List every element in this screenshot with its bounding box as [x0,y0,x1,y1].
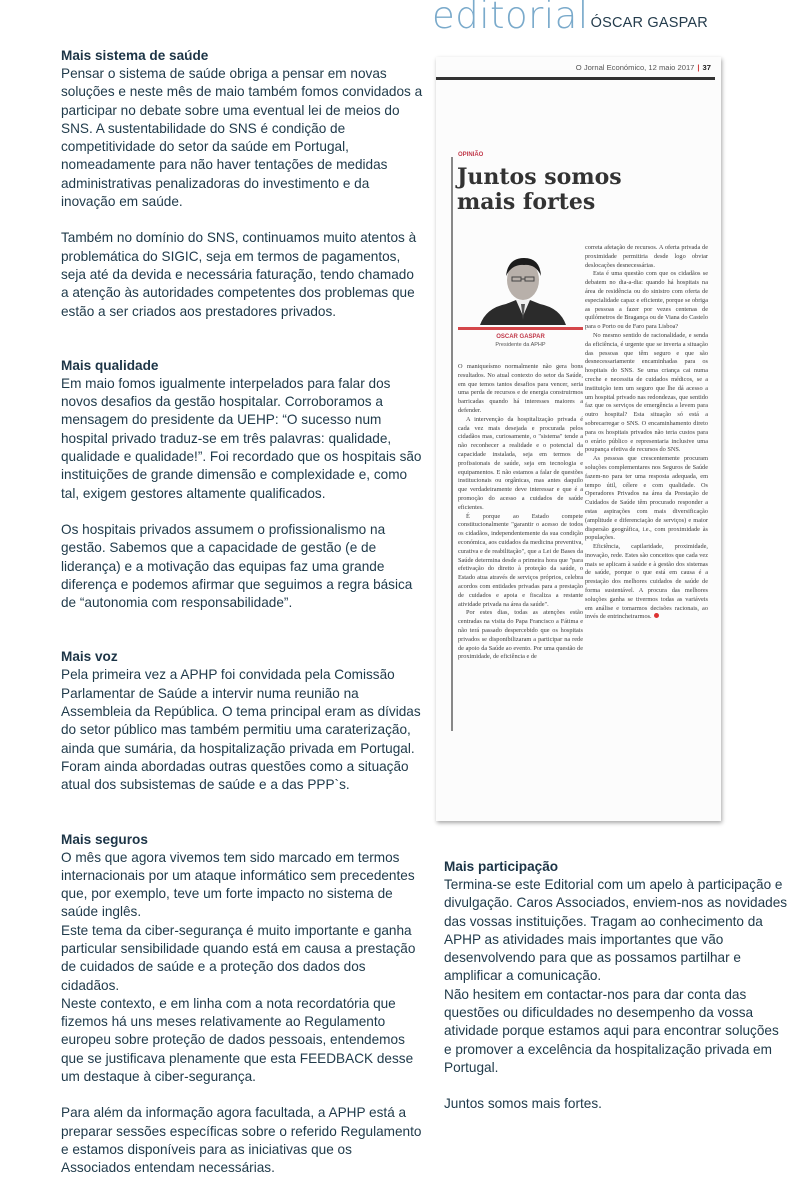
header-rule [436,77,715,80]
clipping-paragraph: As pessoas que crescentemente procuram soluções complementares nos Seguros de Saúde fazem-no para ter uma resposta adequada, em tempo útil, célere e com qualidade. Os Operadores Privados na área da Prestação de Cuidados de Saúde têm procurado responder a estas aspirações com mais diversificação (amplitude e diferenciação de serviços) e maior dispersão geográfica, i.e., com proximidade às populações. [585,455,708,542]
newspaper-clipping [436,57,721,821]
clipping-paragraph: A intervenção da hospitalização privada é cada vez mais desejada e procurada pelos cidadãos mas, curiosamente, o "sistema" tende a não reconhecer a realidade e o potencial da capacidade instalada, seja em termos de profissionais de saúde, seja em tecnologia e equipamentos. E não estamos a falar de questões institucionais ou orgânicas, mas antes daquilo que verdadeiramente deve interessar e que é a promoção do acesso a cuidados de saúde eficientes. [458,415,583,511]
paragraph: Termina-se este Editorial com um apelo à participação e divulgação. Caros Associados, enviem-nos as novidades das vossas instituições. Tragam ao conhecimento da APHP as atividades mais importantes que vão desenvolvendo para que as possamos partilhar e amplificar a comunicação. [444,877,788,984]
byline-name: OSCAR GASPAR [496,334,545,340]
paragraph: Neste contexto, e em linha com a nota recordatória que fizemos há uns meses relativamente ao Regulamento europeu sobre proteção de dados pessoais, entendemos que se justificava plenamente que esta FEEDBACK desse um destaque à ciber-segurança. [61,995,414,1085]
paragraph: Em maio fomos igualmente interpelados para falar dos novos desafios da gestão hospitalar. Corroboramos a mensagem do presidente da UEHP: “O sucesso num hospital privado traduz-se em três palavras: qualidade, qualidade e qualidade!”. Foi recordado que os hospitais são instituições de grande dimensão e complexidade e, como tal, exigem gestores altamente qualificados. [61,375,422,501]
editorial-right-column [444,858,789,1114]
page-number: 37 [702,63,711,72]
section-title: editorial [432,0,589,37]
section-heading: Mais sistema de saúde [61,48,209,63]
clipping-headline [457,165,622,215]
clipping-paragraph [585,543,708,622]
author-name: ÓSCAR GASPAR [590,15,708,31]
paragraph: Também no domínio do SNS, continuamos muito atentos à problemática do SIGIC, seja em termos de pagamentos, seja até da devida e necessária faturação, tendo chamado a atenção às autoridades competentes dos problemas que estão a ser criados aos prestadores privados. [61,230,417,319]
section-mais-participacao [444,858,789,1114]
clipping-paragraph: Por estes dias, todas as atenções estão centradas na visita do Papa Francisco a Fátima e não terá passado despercebido que os hospitais privados se disponibilizaram a participar na rede de apoio da Saúde ao evento. Por uma questão de proximidade, de eficiência e de [458,609,583,661]
paragraph: Os hospitais privados assumem o profissionalismo na gestão. Sabemos que a capacidade de gestão (e de liderança) e a motivação das equipas faz uma grande diferença e podemos afirmar que seguimos a regra básica de “autonomia com responsabilidade”. [61,521,413,611]
headline-line-1: Juntos somos [457,164,622,190]
section-heading: Mais seguros [61,831,148,847]
headline-line-2: mais fortes [457,189,596,215]
paragraph: O mês que agora vivemos tem sido marcado em termos internacionais por um ataque informático sem precedentes que, por exemplo, teve um forte impacto no sistema de saúde inglês. [61,849,415,920]
clipping-column-b [585,244,708,622]
editorial-left-column [61,47,423,1178]
clipping-paragraph: É porque ao Estado compete constitucionalmente "garantir o acesso de todos os cidadãos, independentemente da sua condição económica, aos cuidados da medicina preventiva, curativa e de reabilitação", que a Lei de Bases da Saúde determina desde a primeira hora que "para efetivação do direito à proteção da saúde, o Estado atua através de serviços próprios, celebra acordos com entidades privadas para a prestação de cuidados e apoia e fiscaliza a restante atividade privada na área da saúde". [458,512,583,608]
masthead [432,0,708,38]
paragraph: Pela primeira vez a APHP foi convidada pela Comissão Parlamentar de Saúde a intervir numa reunião na Assembleia da República. O tema principal eram as dívidas do setor público mas também permitiu uma caraterização, ainda que sumária, da hospitalização privada em Portugal. Foram ainda abordadas outras questões como a situação atual dos subsistemas de saúde e a das PPP`s. [61,667,421,793]
paragraph: Este tema da ciber-segurança é muito importante e ganha particular sensibilidade quando está em causa a prestação de cuidados de saúde e a proteção dos dados dos cidadãos. [61,922,416,993]
clipping-paragraph: Esta é uma questão com que os cidadãos se debatem no dia-a-dia: quando há hospitais na área de residência ou do sinistro com oferta de especialidade capaz e eficiente, porque se obriga as pessoas a fazer por vezes centenas de quilómetros de Bragança ou de Viana do Castelo para o Porto ou de Faro para Lisboa? [585,270,708,331]
publication-name: O Jornal Económico, 12 maio 2017 [575,63,695,72]
byline-divider [458,327,583,330]
section-heading: Mais qualidade [61,357,159,373]
section-mais-qualidade [61,357,423,613]
section-mais-sistema-de-saude [61,47,423,321]
section-heading: Mais voz [61,649,118,665]
clipping-kicker: OPINIÃO [458,152,484,158]
section-mais-voz [61,648,423,794]
paragraph: Para além da informação agora facultada, a APHP está a preparar sessões específicas sobre o referido Regulamento e estamos disponíveis para as iniciativas que os Associados entendam necessárias. [61,1105,422,1176]
closing-line: Juntos somos mais fortes. [444,1096,602,1112]
column-rule [451,157,453,731]
clipping-header: O Jornal Económico, 12 maio 2017 | 37 [575,63,711,72]
clipping-paragraph: correta afetação de recursos. A oferta privada de proximidade permitiria desde logo obviar deslocações desnecessárias. [585,244,708,269]
byline-role: Presidente da APHP [495,342,546,348]
paragraph: Não hesitem em contactar-nos para dar conta das questões ou dificuldades no desempenho da vossa atividade porque estamos aqui para encontrar soluções e promover a excelência da hospitalização privada em Portugal. [444,986,779,1075]
paragraph: Pensar o sistema de saúde obriga a pensar em novas soluções e neste mês de maio também fomos convidados a participar no debate sobre uma eventual lei de meios do SNS. A sustentabilidade do SNS é condição de competitividade do setor da saúde em Portugal, nomeadamente para não haver tentações de medidas administrativas penalizadoras do investimento e da inovação em saúde. [61,66,423,210]
clipping-paragraph: No mesmo sentido de racionalidade, e senda da eficiência, é urgente que se inverta a situação das pessoas que têm seguro e que são desnecessariamente encaminhadas para os hospitais do SNS. Se uma criança cai numa creche e necessita de cuidados médicos, se a instituição tem um seguro que lhe dá acesso a um hospital privado nas redondezas, que sentido faz que os serviços de emergência a levem para outro hospital? Esta situação só está a sobrecarregar o SNS. O encaminhamento direto para os hospitais privados não teria custos para o erário público e representaria inclusive uma poupança efetiva de recursos do SNS. [585,331,708,454]
clipping-column-a [458,363,583,662]
section-mais-seguros [61,831,423,1178]
end-mark-icon [654,613,659,618]
clipping-paragraph: O maniqueísmo normalmente não gera bons resultados. No atual contexto do setor da Saúde, em que temos tantos desafios para vencer, seria uma perda de recursos e de energia construirmos barricadas quando há interesses maiores a defender. [458,363,583,414]
author-portrait-icon [478,250,568,325]
clipping-paragraph-text: Eficiência, capilaridade, proximidade, inovação, rede. Estes são conceitos que cada vez mais se aplicam à saúde e à gestão dos sistemas de saúde, porque o que está em causa é a prestação dos melhores cuidados de saúde de forma sustentável. A procura das melhores soluções ganha se tivermos todas as variáveis em análise e tomarmos decisões racionais, ao invés de entrincheirarmos. [585,543,708,621]
section-heading: Mais participação [444,859,559,874]
